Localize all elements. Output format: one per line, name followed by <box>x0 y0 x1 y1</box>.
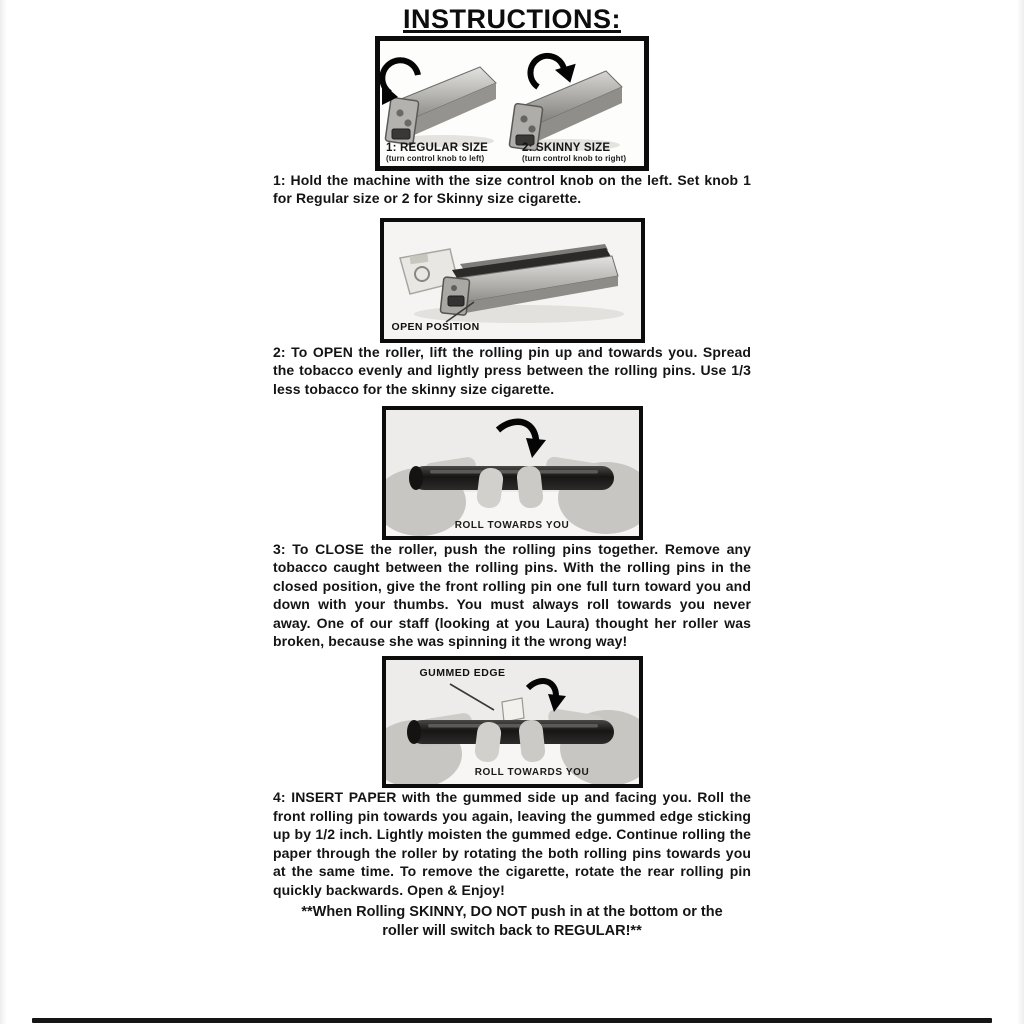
roller-machine-regular <box>382 60 496 147</box>
figure-open-position <box>380 218 645 343</box>
regular-size-label-group <box>386 142 522 163</box>
skinny-size-sublabel: (turn control knob to right) <box>522 154 627 163</box>
step-3-text: 3: To CLOSE the roller, push the rolling pins together. Remove any tobacco caught between the rolling pins. With the rolling pins in the closed position, give the front rolling pin one full turn toward you and down with your thumbs. You must always roll towards you never away. One of our staff (looking at you Laura) thought her roller was broken, because she was spinning it the wrong way! <box>273 541 751 650</box>
figure-gummed-edge <box>382 656 643 788</box>
footer-warning-line-1: **When Rolling SKINNY, DO NOT push in at the bottom or the <box>301 903 723 920</box>
gummed-paper-edge <box>502 698 524 722</box>
skinny-size-label-group <box>522 142 626 163</box>
footer-warning <box>262 903 762 941</box>
figure-roll-towards-you <box>382 406 643 540</box>
bottom-border-bar <box>32 1018 992 1023</box>
closed-roller <box>409 466 614 490</box>
gummed-edge-label: GUMMED EDGE <box>419 667 506 680</box>
open-position-caption: OPEN POSITION <box>391 320 480 333</box>
regular-size-label: 1: REGULAR SIZE <box>386 142 489 154</box>
step-1-text: 1: Hold the machine with the size control knob on the left. Set knob 1 for Regular size or 2 for Skinny size cigarette. <box>273 172 751 207</box>
roller-machine-skinny <box>509 56 622 151</box>
page-title: INSTRUCTIONS: <box>403 4 621 34</box>
figure-size-selection <box>375 36 649 171</box>
roll-towards-you-caption: ROLL TOWARDS YOU <box>454 520 570 532</box>
closed-roller <box>407 720 614 744</box>
step-4-text: 4: INSERT PAPER with the gummed side up and facing you. Roll the front rolling pin towards you again, leaving the gummed edge sticking up by 1/2 inch. Lightly moisten the gummed edge. Continue rolling the paper through the roller by rotating the both rolling pins towards you at the same time. To remove the cigarette, rotate the rear rolling pin quickly backwards. Open & Enjoy! <box>273 789 751 898</box>
roll-towards-you-caption: ROLL TOWARDS YOU <box>474 767 590 779</box>
regular-size-sublabel: (turn control knob to left) <box>386 154 485 163</box>
hands-rolling-illustration <box>386 410 639 536</box>
step-2-text: 2: To OPEN the roller, lift the rolling pin up and towards you. Spread the tobacco evenly and lightly press between the rolling pins. Use 1/3 less tobacco for the skinny size cigarette. <box>273 343 751 397</box>
skinny-size-label: 2: SKINNY SIZE <box>522 142 611 154</box>
footer-warning-line-2: roller will switch back to REGULAR!** <box>382 922 642 939</box>
size-labels <box>386 142 642 163</box>
